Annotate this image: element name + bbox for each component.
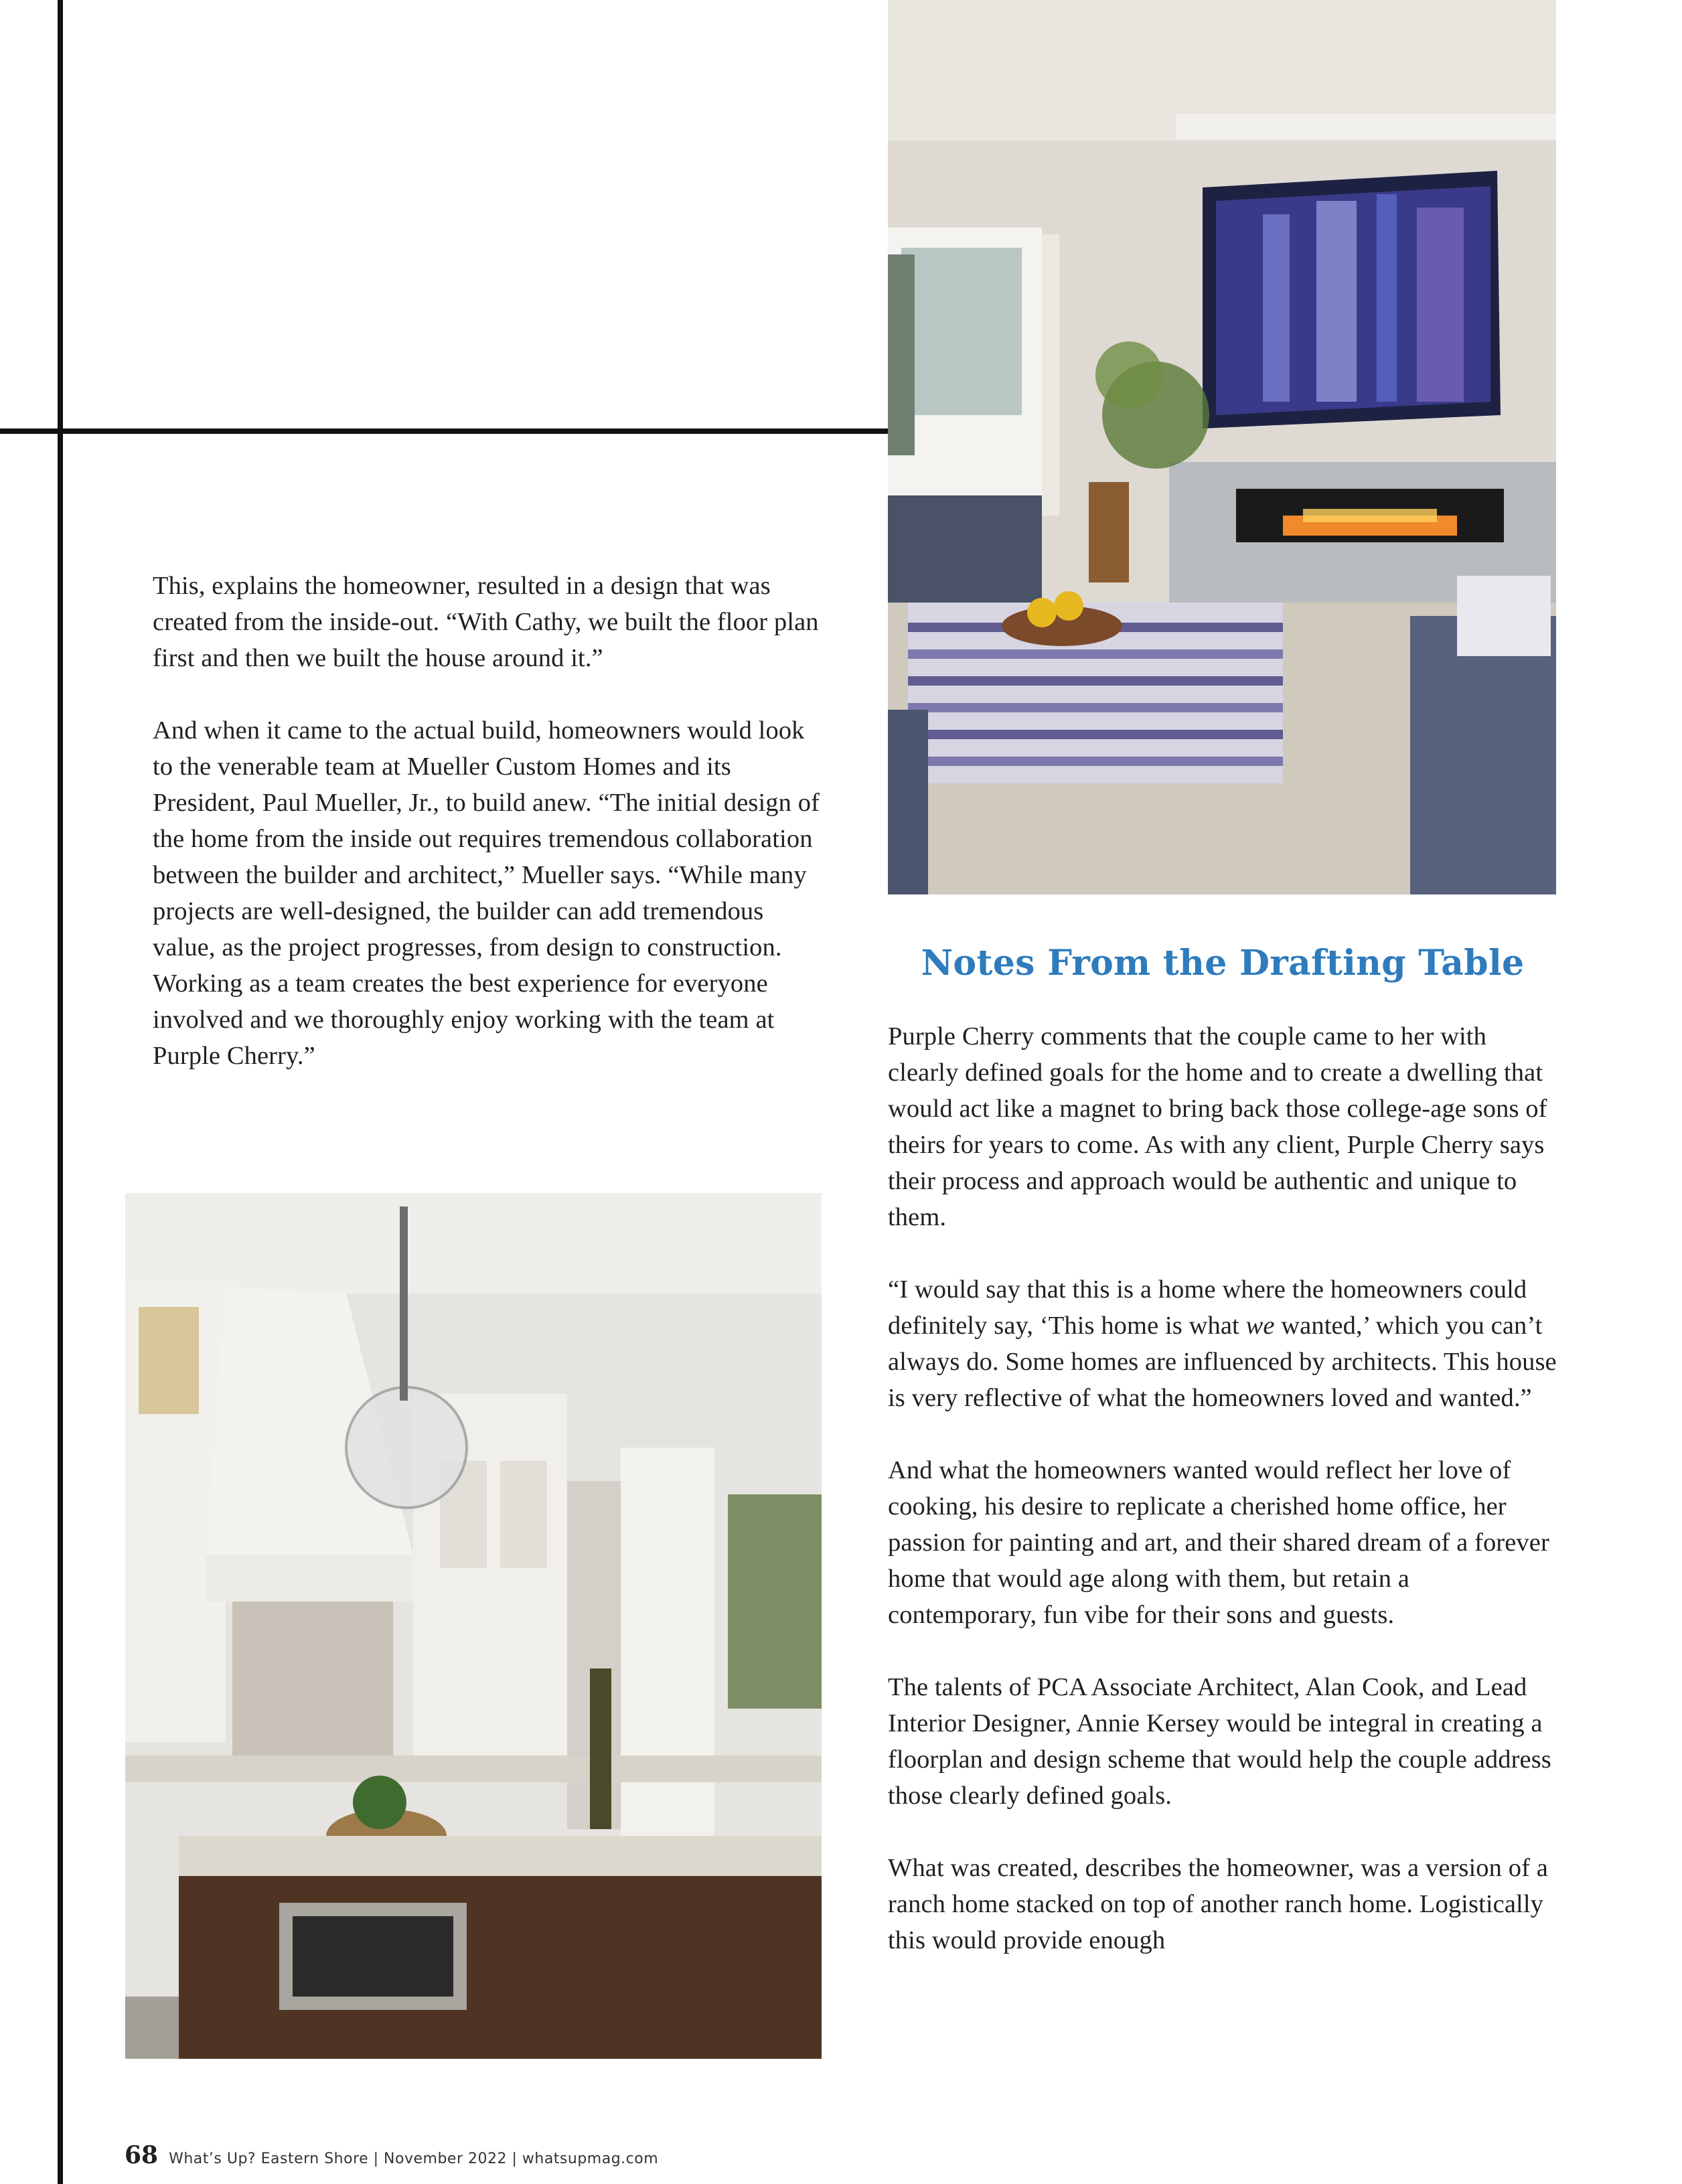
kitchen-illustration (125, 1193, 822, 2059)
quote-text-start: “I would say that this is a home where the homeowners could definitely say, ‘This home is what (888, 1275, 1527, 1340)
body-paragraph: This, explains the homeowner, resulted in a design that was created from the inside-out. “With Cathy, we built the floor plan first and then we built the house around it.” (153, 572, 819, 672)
body-paragraph: And what the homeowners wanted would reflect her love of cooking, his desire to replicate a cherished home office, her passion for painting and art, and their shared dream of a forever home that would age along with them, but retain a contemporary, fun vibe for their sons and guests. (888, 1456, 1549, 1629)
section-heading: Notes From the Drafting Table (921, 943, 1525, 984)
right-article-column (888, 1018, 1557, 1995)
quote-text-end: wanted,’ which you can’t always do. Some homes are influenced by architects. This house is very reflective of what the homeowners loved and wanted.” (888, 1312, 1557, 1412)
body-paragraph: What was created, describes the homeowner, was a version of a ranch home stacked on top of another ranch home. Logistically this would provide enough (888, 1854, 1548, 1954)
living-room-illustration (888, 0, 1556, 894)
quote-emphasis: we (1245, 1312, 1275, 1340)
horizontal-divider-rule (0, 428, 888, 434)
vertical-divider-rule (58, 0, 63, 2184)
page-number: 68 (125, 2141, 159, 2169)
body-paragraph: The talents of PCA Associate Architect, Alan Cook, and Lead Interior Designer, Annie Kersey would be integral in creating a floorplan and design scheme that would help the couple address those clearly defined goals. (888, 1673, 1551, 1810)
body-paragraph: And when it came to the actual build, homeowners would look to the venerable team at Mueller Custom Homes and its President, Paul Mueller, Jr., to build anew. “The initial design of the home from the inside out requires tremendous collaboration between the builder and architect,” Mueller says. “While many projects are well-designed, the builder can add tremendous value, as the project progresses, from design to construction. Working as a team creates the best experience for everyone involved and we thoroughly enjoy working with the team at Purple Cherry.” (153, 716, 820, 1070)
publication-info: What’s Up? Eastern Shore | November 2022 | whatsupmag.com (169, 2151, 659, 2167)
kitchen-photo (125, 1193, 822, 2059)
body-paragraph: Purple Cherry comments that the couple came to her with clearly defined goals for the home and to create a dwelling that would act like a magnet to bring back those college-age sons of theirs for years to come. As with any client, Purple Cherry says their process and approach would be authentic and unique to them. (888, 1022, 1547, 1231)
quote-paragraph (888, 1271, 1557, 1416)
page-footer (125, 2141, 658, 2169)
left-article-column (153, 568, 822, 1110)
living-room-photo (888, 0, 1556, 894)
